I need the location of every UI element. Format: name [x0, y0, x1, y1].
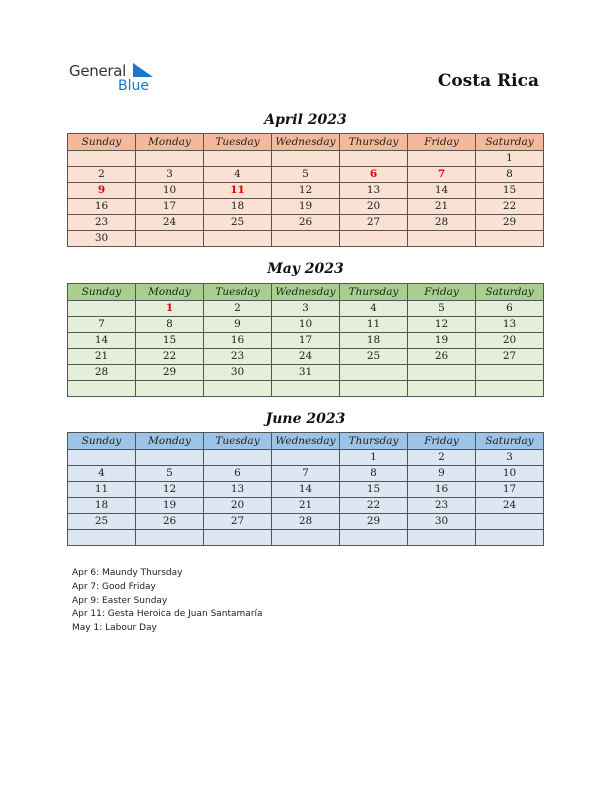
day-cell: 8 — [476, 167, 544, 183]
day-cell: 17 — [136, 199, 204, 215]
day-cell: 13 — [204, 482, 272, 498]
day-cell: 10 — [476, 466, 544, 482]
day-cell: 1 — [340, 450, 408, 466]
weekday-header: Friday — [408, 134, 476, 151]
day-cell: 29 — [476, 215, 544, 231]
day-cell: 26 — [136, 514, 204, 530]
week-row — [68, 317, 544, 333]
day-cell: 25 — [204, 215, 272, 231]
week-row — [68, 231, 544, 247]
day-cell: 6 — [476, 301, 544, 317]
week-row — [68, 466, 544, 482]
weekday-header: Thursday — [340, 284, 408, 301]
day-cell: 30 — [68, 231, 136, 247]
empty-day-cell — [204, 151, 272, 167]
weekday-header: Monday — [136, 134, 204, 151]
day-cell: 12 — [408, 317, 476, 333]
day-cell: 14 — [272, 482, 340, 498]
calendar-april — [67, 133, 544, 247]
day-cell: 24 — [272, 349, 340, 365]
weekday-header: Friday — [408, 284, 476, 301]
day-cell: 4 — [340, 301, 408, 317]
day-cell: 23 — [408, 498, 476, 514]
empty-day-cell — [136, 151, 204, 167]
day-cell: 29 — [136, 365, 204, 381]
empty-day-cell — [204, 381, 272, 397]
day-cell: 6 — [340, 167, 408, 183]
week-row — [68, 530, 544, 546]
holiday-notes — [72, 567, 263, 636]
empty-day-cell — [476, 381, 544, 397]
empty-day-cell — [340, 381, 408, 397]
empty-day-cell — [340, 365, 408, 381]
day-cell: 5 — [408, 301, 476, 317]
country-title: Costa Rica — [437, 71, 539, 91]
day-cell: 22 — [136, 349, 204, 365]
weekday-header: Thursday — [340, 433, 408, 450]
week-row — [68, 215, 544, 231]
month-title-june: June 2023 — [265, 411, 346, 427]
day-cell: 21 — [272, 498, 340, 514]
empty-day-cell — [408, 381, 476, 397]
holiday-note: Apr 9: Easter Sunday — [72, 595, 168, 606]
empty-day-cell — [476, 365, 544, 381]
day-cell: 10 — [272, 317, 340, 333]
weekday-header: Sunday — [68, 433, 136, 450]
day-cell: 6 — [204, 466, 272, 482]
day-cell: 9 — [68, 183, 136, 199]
holiday-note: Apr 11: Gesta Heroica de Juan Santamaría — [72, 609, 263, 620]
empty-day-cell — [68, 151, 136, 167]
day-cell: 17 — [476, 482, 544, 498]
empty-day-cell — [272, 530, 340, 546]
holiday-note: Apr 6: Maundy Thursday — [72, 568, 183, 578]
day-cell: 10 — [136, 183, 204, 199]
day-cell: 3 — [476, 450, 544, 466]
day-cell: 9 — [408, 466, 476, 482]
holiday-note: Apr 7: Good Friday — [72, 581, 156, 592]
empty-day-cell — [408, 151, 476, 167]
day-cell: 28 — [272, 514, 340, 530]
day-cell: 5 — [136, 466, 204, 482]
empty-day-cell — [272, 381, 340, 397]
empty-day-cell — [408, 231, 476, 247]
week-row — [68, 301, 544, 317]
weekday-header: Wednesday — [272, 433, 340, 450]
empty-day-cell — [204, 450, 272, 466]
day-cell: 4 — [204, 167, 272, 183]
day-cell: 1 — [136, 301, 204, 317]
weekday-header: Wednesday — [272, 284, 340, 301]
day-cell: 2 — [204, 301, 272, 317]
month-title-may: May 2023 — [267, 261, 344, 277]
empty-day-cell — [204, 530, 272, 546]
weekday-header: Sunday — [68, 134, 136, 151]
day-cell: 17 — [272, 333, 340, 349]
day-cell: 25 — [68, 514, 136, 530]
empty-day-cell — [272, 231, 340, 247]
week-row — [68, 349, 544, 365]
day-cell: 7 — [408, 167, 476, 183]
day-cell: 15 — [476, 183, 544, 199]
day-cell: 7 — [68, 317, 136, 333]
empty-day-cell — [408, 530, 476, 546]
weekday-header: Sunday — [68, 284, 136, 301]
day-cell: 27 — [340, 215, 408, 231]
weekday-header: Tuesday — [204, 284, 272, 301]
day-cell: 15 — [340, 482, 408, 498]
empty-day-cell — [136, 231, 204, 247]
day-cell: 20 — [204, 498, 272, 514]
logo-triangle-icon — [133, 63, 153, 77]
day-cell: 18 — [340, 333, 408, 349]
week-row — [68, 498, 544, 514]
day-cell: 4 — [68, 466, 136, 482]
generalblue-logo — [69, 62, 169, 96]
empty-day-cell — [476, 514, 544, 530]
day-cell: 8 — [340, 466, 408, 482]
empty-day-cell — [272, 450, 340, 466]
weekday-header: Wednesday — [272, 134, 340, 151]
day-cell: 11 — [204, 183, 272, 199]
week-row — [68, 514, 544, 530]
week-row — [68, 151, 544, 167]
day-cell: 16 — [204, 333, 272, 349]
day-cell: 3 — [136, 167, 204, 183]
day-cell: 19 — [272, 199, 340, 215]
day-cell: 2 — [68, 167, 136, 183]
weekday-header-row — [68, 433, 544, 450]
day-cell: 28 — [68, 365, 136, 381]
weekday-header: Tuesday — [204, 134, 272, 151]
day-cell: 26 — [408, 349, 476, 365]
day-cell: 13 — [476, 317, 544, 333]
calendar-june — [67, 432, 544, 546]
day-cell: 15 — [136, 333, 204, 349]
weekday-header: Saturday — [476, 134, 544, 151]
day-cell: 22 — [476, 199, 544, 215]
day-cell: 22 — [340, 498, 408, 514]
logo-text-blue: Blue — [118, 78, 149, 94]
empty-day-cell — [68, 301, 136, 317]
empty-day-cell — [204, 231, 272, 247]
week-row — [68, 183, 544, 199]
week-row — [68, 482, 544, 498]
day-cell: 18 — [68, 498, 136, 514]
day-cell: 30 — [408, 514, 476, 530]
holiday-note: May 1: Labour Day — [72, 623, 157, 634]
weekday-header-row — [68, 134, 544, 151]
logo-text-general: General — [69, 62, 127, 80]
day-cell: 24 — [136, 215, 204, 231]
empty-day-cell — [68, 381, 136, 397]
day-cell: 9 — [204, 317, 272, 333]
day-cell: 20 — [476, 333, 544, 349]
day-cell: 2 — [408, 450, 476, 466]
day-cell: 30 — [204, 365, 272, 381]
day-cell: 16 — [68, 199, 136, 215]
empty-day-cell — [476, 530, 544, 546]
empty-day-cell — [272, 151, 340, 167]
week-row — [68, 333, 544, 349]
calendar-may — [67, 283, 544, 397]
empty-day-cell — [340, 530, 408, 546]
day-cell: 29 — [340, 514, 408, 530]
day-cell: 20 — [340, 199, 408, 215]
day-cell: 19 — [408, 333, 476, 349]
day-cell: 1 — [476, 151, 544, 167]
month-title-april: April 2023 — [264, 112, 347, 128]
day-cell: 11 — [68, 482, 136, 498]
day-cell: 5 — [272, 167, 340, 183]
day-cell: 19 — [136, 498, 204, 514]
day-cell: 3 — [272, 301, 340, 317]
day-cell: 23 — [204, 349, 272, 365]
day-cell: 26 — [272, 215, 340, 231]
week-row — [68, 199, 544, 215]
empty-day-cell — [136, 381, 204, 397]
weekday-header: Thursday — [340, 134, 408, 151]
weekday-header: Monday — [136, 284, 204, 301]
day-cell: 31 — [272, 365, 340, 381]
day-cell: 12 — [136, 482, 204, 498]
empty-day-cell — [136, 530, 204, 546]
empty-day-cell — [68, 530, 136, 546]
day-cell: 25 — [340, 349, 408, 365]
week-row — [68, 381, 544, 397]
day-cell: 14 — [408, 183, 476, 199]
empty-day-cell — [476, 231, 544, 247]
empty-day-cell — [68, 450, 136, 466]
day-cell: 23 — [68, 215, 136, 231]
day-cell: 27 — [476, 349, 544, 365]
empty-day-cell — [408, 365, 476, 381]
weekday-header: Friday — [408, 433, 476, 450]
empty-day-cell — [340, 151, 408, 167]
weekday-header: Saturday — [476, 284, 544, 301]
day-cell: 11 — [340, 317, 408, 333]
day-cell: 7 — [272, 466, 340, 482]
week-row — [68, 450, 544, 466]
day-cell: 8 — [136, 317, 204, 333]
empty-day-cell — [340, 231, 408, 247]
day-cell: 21 — [68, 349, 136, 365]
empty-day-cell — [136, 450, 204, 466]
week-row — [68, 365, 544, 381]
day-cell: 21 — [408, 199, 476, 215]
day-cell: 13 — [340, 183, 408, 199]
day-cell: 12 — [272, 183, 340, 199]
week-row — [68, 167, 544, 183]
day-cell: 14 — [68, 333, 136, 349]
weekday-header: Tuesday — [204, 433, 272, 450]
day-cell: 27 — [204, 514, 272, 530]
day-cell: 18 — [204, 199, 272, 215]
day-cell: 24 — [476, 498, 544, 514]
weekday-header-row — [68, 284, 544, 301]
weekday-header: Monday — [136, 433, 204, 450]
day-cell: 28 — [408, 215, 476, 231]
day-cell: 16 — [408, 482, 476, 498]
weekday-header: Saturday — [476, 433, 544, 450]
